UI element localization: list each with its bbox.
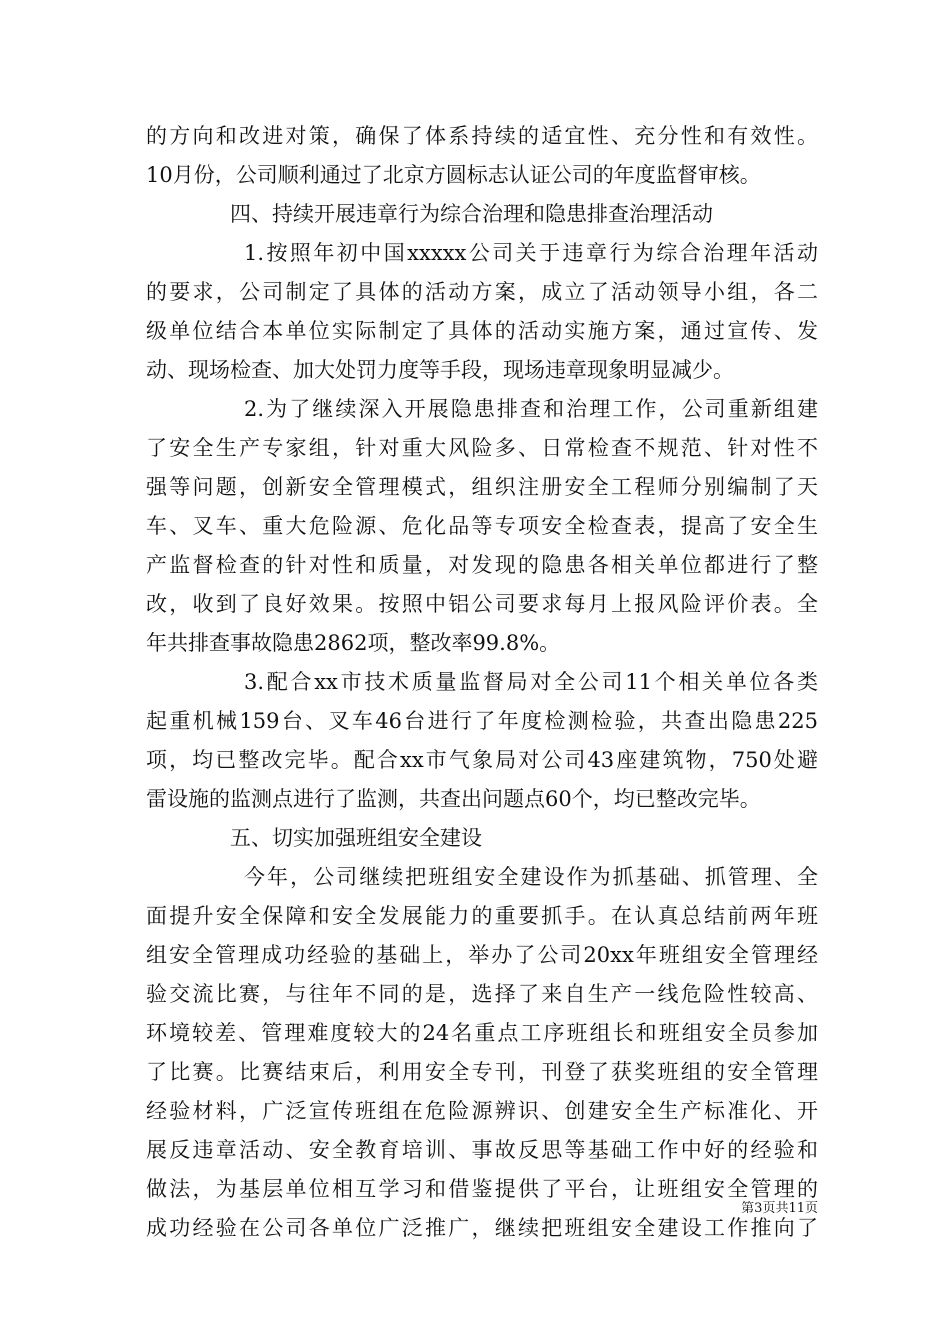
- text-line: 了安全生产专家组，针对重大风险多、日常检查不规范、针对性不: [146, 436, 818, 460]
- text-line: 动、现场检查、加大处罚力度等手段，现场违章现象明显减少。: [146, 358, 734, 382]
- text-line: 改，收到了良好效果。按照中铝公司要求每月上报风险评价表。全: [146, 592, 818, 616]
- section-heading: 四、持续开展违章行为综合治理和隐患排查治理活动: [230, 202, 713, 226]
- page-number: 第3页共11页: [741, 1201, 818, 1216]
- text-line: 2.为了继续深入开展隐患排查和治理工作，公司重新组建: [244, 397, 818, 421]
- text-line: 项，均已整改完毕。配合xx市气象局对公司43座建筑物，750处避: [146, 748, 818, 772]
- text-line: 了比赛。比赛结束后，利用安全专刊，刊登了获奖班组的安全管理: [146, 1060, 818, 1084]
- text-line: 成功经验在公司各单位广泛推广，继续把班组安全建设工作推向了: [146, 1216, 818, 1240]
- text-line: 雷设施的监测点进行了监测，共查出问题点60个，均已整改完毕。: [146, 787, 761, 811]
- text-line: 验交流比赛，与往年不同的是，选择了来自生产一线危险性较高、: [146, 982, 818, 1006]
- text-line: 的方向和改进对策，确保了体系持续的适宜性、充分性和有效性。: [146, 124, 818, 148]
- text-line: 做法，为基层单位相互学习和借鉴提供了平台，让班组安全管理的: [146, 1177, 818, 1201]
- text-line: 经验材料，广泛宣传班组在危险源辨识、创建安全生产标准化、开: [146, 1099, 818, 1123]
- text-line: 级单位结合本单位实际制定了具体的活动实施方案，通过宣传、发: [146, 319, 818, 343]
- text-line: 3.配合xx市技术质量监督局对全公司11个相关单位各类: [244, 670, 818, 694]
- text-line: 1.按照年初中国xxxxx公司关于违章行为综合治理年活动: [244, 241, 818, 265]
- text-line: 产监督检查的针对性和质量，对发现的隐患各相关单位都进行了整: [146, 553, 818, 577]
- text-line: 年共排查事故隐患2862项，整改率99.8%。: [146, 631, 561, 655]
- text-line: 的要求，公司制定了具体的活动方案，成立了活动领导小组，各二: [146, 280, 818, 304]
- text-line: 面提升安全保障和安全发展能力的重要抓手。在认真总结前两年班: [146, 904, 818, 928]
- text-line: 今年，公司继续把班组安全建设作为抓基础、抓管理、全: [244, 865, 818, 889]
- text-line: 环境较差、管理难度较大的24名重点工序班组长和班组安全员参加: [146, 1021, 818, 1045]
- document-body: [146, 117, 818, 1248]
- text-line: 组安全管理成功经验的基础上，举办了公司20xx年班组安全管理经: [146, 943, 818, 967]
- text-line: 强等问题，创新安全管理模式，组织注册安全工程师分别编制了天: [146, 475, 818, 499]
- section-heading: 五、切实加强班组安全建设: [230, 826, 482, 850]
- text-line: 车、叉车、重大危险源、危化品等专项安全检查表，提高了安全生: [146, 514, 818, 538]
- text-line: 10月份，公司顺利通过了北京方圆标志认证公司的年度监督审核。: [146, 163, 761, 187]
- text-line: 起重机械159台、叉车46台进行了年度检测检验，共查出隐患225: [146, 709, 818, 733]
- text-line: 展反违章活动、安全教育培训、事故反思等基础工作中好的经验和: [146, 1138, 818, 1162]
